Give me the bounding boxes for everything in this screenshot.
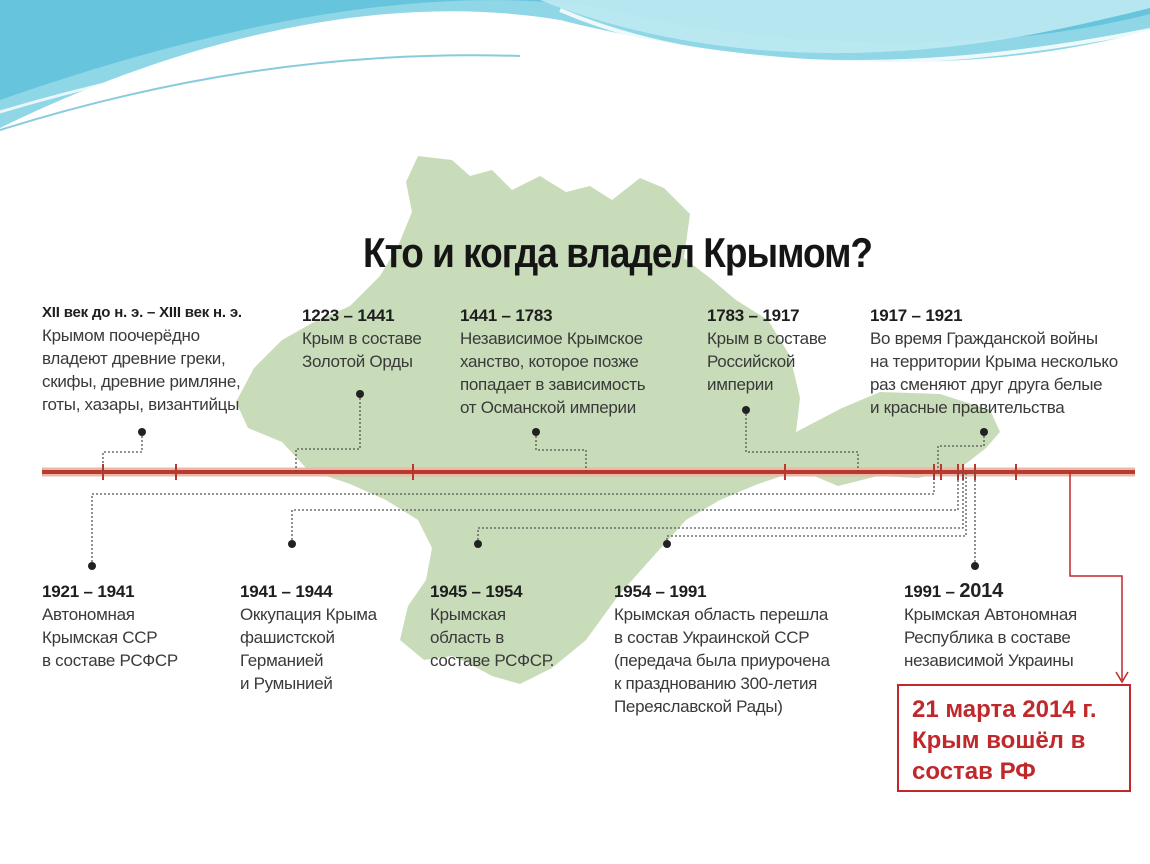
period-block-top-4: [707, 306, 827, 396]
period-block-bottom-5: [904, 580, 1077, 672]
period-description: Крым в составе Золотой Орды: [302, 329, 422, 371]
header-wave-decoration: [0, 0, 1150, 130]
period-description: Автономная Крымская ССР в составе РСФСР: [42, 605, 178, 670]
period-description: Независимое Крымское ханство, которое позже попадает в зависимость от Османской империи: [460, 329, 646, 417]
period-description: Крымская область в составе РСФСР.: [430, 605, 554, 670]
period-block-bottom-2: [240, 582, 377, 695]
period-date: 1954 – 1991: [614, 582, 707, 601]
period-date: 1783 – 1917: [707, 306, 800, 325]
callout-pointer: [1070, 472, 1128, 682]
connector-dot: [138, 428, 146, 436]
period-date: 1917 – 1921: [870, 306, 963, 325]
period-description: Крымская Автономная Республика в составе независимой Украины: [904, 605, 1077, 670]
period-block-top-5: [870, 306, 1118, 419]
period-description: Крымом поочерёдно владеют древние греки, скифы, древние римляне, готы, хазары, византийцы: [42, 326, 241, 414]
period-description: Во время Гражданской войны на территории Крыма несколько раз сменяют друг друга белые и красные правительства: [870, 329, 1118, 417]
period-block-bottom-1: [42, 582, 178, 672]
period-block-top-3: [460, 306, 645, 419]
period-start: 1991 –: [904, 582, 955, 601]
period-block-bottom-4: [614, 582, 830, 718]
connector-dot: [288, 540, 296, 548]
connector-dot: [663, 540, 671, 548]
period-date: 1223 – 1441: [302, 306, 395, 325]
connector-dot: [474, 540, 482, 548]
period-date: 1441 – 1783: [460, 306, 553, 325]
period-date: 1921 – 1941: [42, 582, 135, 601]
period-description: Оккупация Крыма фашистской Германией и Румынией: [240, 605, 377, 693]
period-description: Крым в составе Российской империи: [707, 329, 827, 394]
connector-dot: [88, 562, 96, 570]
connector-dot: [532, 428, 540, 436]
period-block-bottom-3: [430, 582, 554, 672]
period-block-top-1: [42, 304, 242, 416]
connector-dot: [742, 406, 750, 414]
connector-dot: [356, 390, 364, 398]
page-title: Кто и когда владел Крымом?: [363, 230, 873, 276]
connector-dot: [980, 428, 988, 436]
period-date: [904, 580, 1077, 603]
connector-top-1: [103, 432, 142, 472]
annexation-callout: 21 марта 2014 г. Крым вошёл в состав РФ: [897, 684, 1131, 792]
connector-dot: [971, 562, 979, 570]
period-date: 1945 – 1954: [430, 582, 523, 601]
period-block-top-2: [302, 306, 422, 373]
period-date: 1941 – 1944: [240, 582, 333, 601]
period-description: Крымская область перешла в состав Украинской ССР (передача была приурочена к празднованию 300-летия Переяславской Рады): [614, 605, 830, 716]
period-end-year: 2014: [959, 580, 1004, 602]
period-date: XII век до н. э. – XIII век н. э.: [42, 304, 242, 321]
